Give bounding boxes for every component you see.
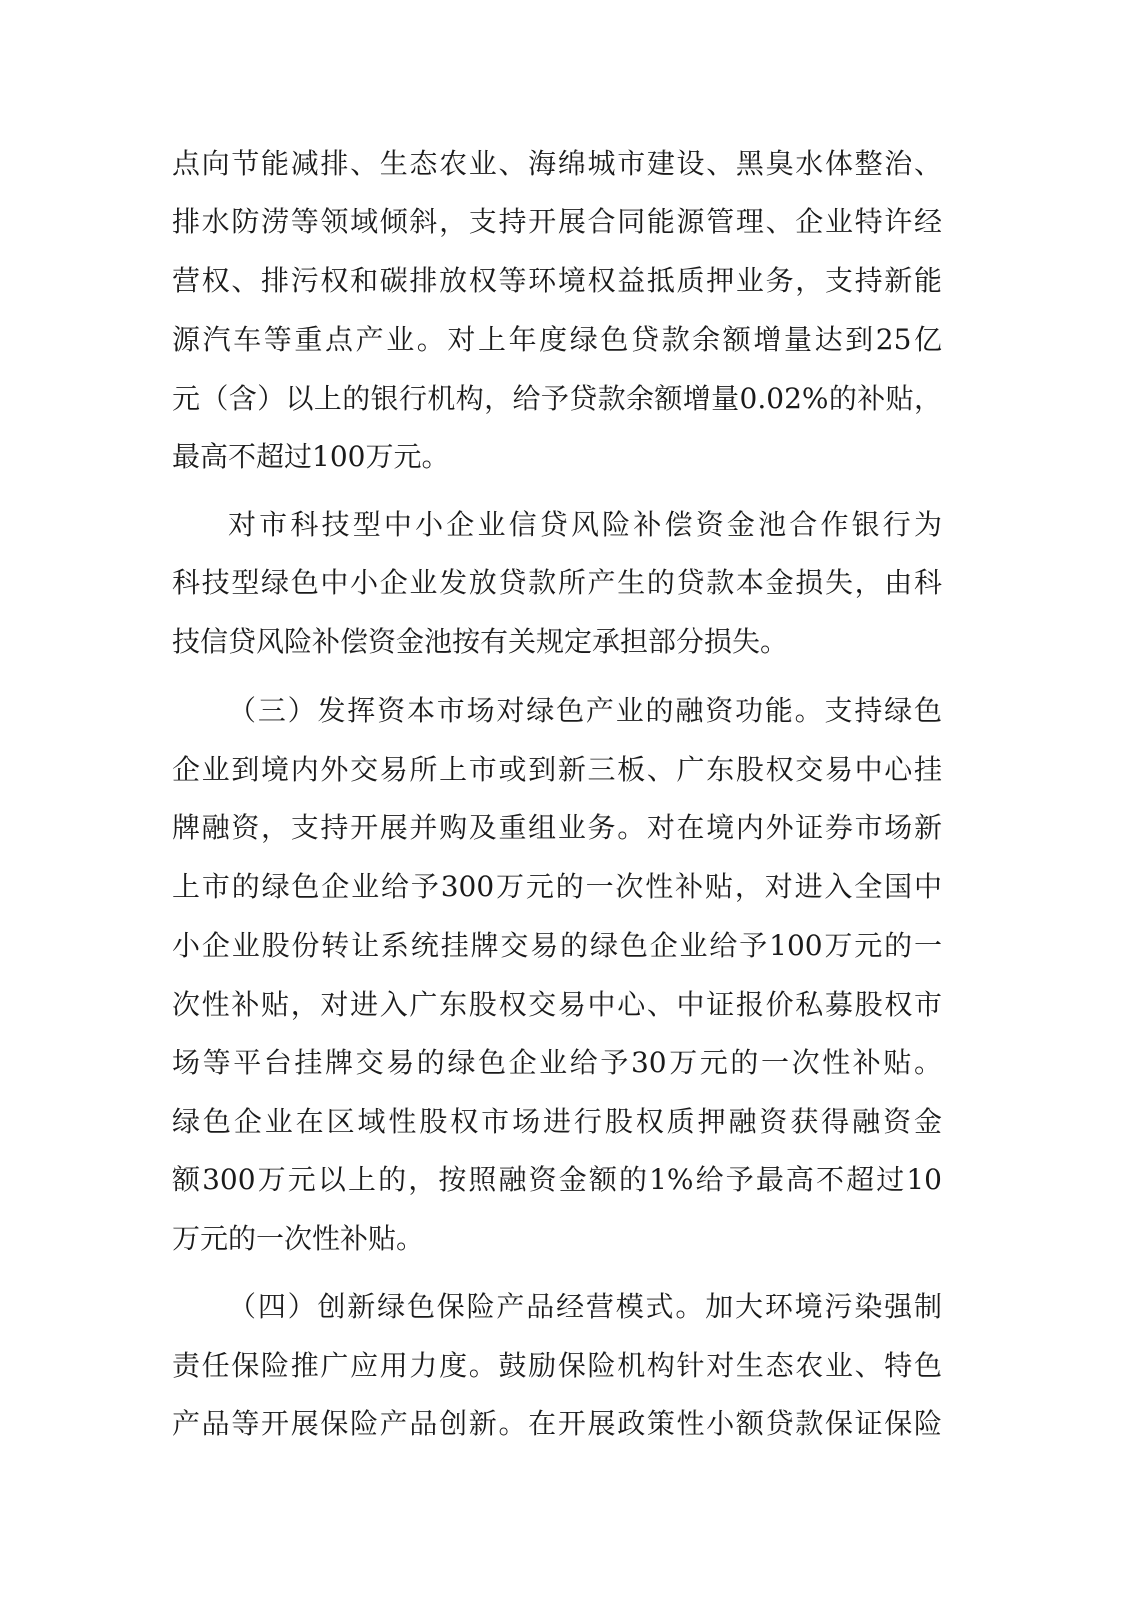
text-line: 最高不超过100万元。 <box>172 440 450 473</box>
text-line: 绿色企业在区域性股权市场进行股权质押融资获得融资金 <box>172 1105 942 1138</box>
text-line: 营权、排污权和碳排放权等环境权益抵质押业务，支持新能 <box>172 264 942 297</box>
text-line: 科技型绿色中小企业发放贷款所产生的贷款本金损失，由科 <box>172 566 942 599</box>
text-line: 产品等开展保险产品创新。在开展政策性小额贷款保证保险 <box>172 1407 942 1440</box>
text-line: 万元的一次性补贴。 <box>172 1222 425 1255</box>
text-line: 次性补贴，对进入广东股权交易中心、中证报价私募股权市 <box>172 988 942 1021</box>
text-line: 小企业股份转让系统挂牌交易的绿色企业给予100万元的一 <box>172 929 942 962</box>
text-line: 场等平台挂牌交易的绿色企业给予30万元的一次性补贴。 <box>172 1046 942 1079</box>
text-line: 牌融资，支持开展并购及重组业务。对在境内外证券市场新 <box>172 811 942 844</box>
text-line: （四）创新绿色保险产品经营模式。加大环境污染强制 <box>228 1290 942 1323</box>
text-line: 源汽车等重点产业。对上年度绿色贷款余额增量达到25亿 <box>172 323 942 356</box>
text-line: 元（含）以上的银行机构，给予贷款余额增量0.02%的补贴， <box>172 382 942 415</box>
text-line: 点向节能减排、生态农业、海绵城市建设、黑臭水体整治、 <box>172 147 942 180</box>
text-line: 技信贷风险补偿资金池按有关规定承担部分损失。 <box>172 625 789 658</box>
text-line: （三）发挥资本市场对绿色产业的融资功能。支持绿色 <box>228 694 942 727</box>
text-line: 对市科技型中小企业信贷风险补偿资金池合作银行为 <box>228 508 942 541</box>
text-line: 上市的绿色企业给予300万元的一次性补贴，对进入全国中 <box>172 870 942 903</box>
text-line: 额300万元以上的，按照融资金额的1%给予最高不超过10 <box>172 1163 942 1196</box>
text-line: 企业到境内外交易所上市或到新三板、广东股权交易中心挂 <box>172 753 942 786</box>
text-line: 责任保险推广应用力度。鼓励保险机构针对生态农业、特色 <box>172 1349 942 1382</box>
text-line: 排水防涝等领域倾斜，支持开展合同能源管理、企业特许经 <box>172 205 942 238</box>
